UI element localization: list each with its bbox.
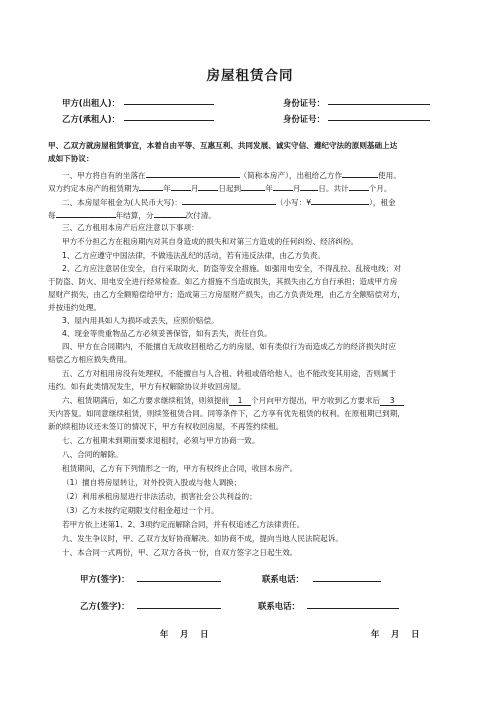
clause-10: 十、本合同一式两份，甲、乙双方各执一份，自双方签字之日起生效。 xyxy=(62,548,298,557)
party-a-name-line[interactable] xyxy=(124,104,214,105)
clause-text: 双方约定本房产的租赁期为 xyxy=(48,184,140,193)
party-b-name-line[interactable] xyxy=(124,120,214,121)
clause-text: 月 xyxy=(190,184,199,193)
clause-text: 二、本房屋年租金为(人民币大写)： xyxy=(62,198,182,207)
clause-text: ），租金 xyxy=(369,198,396,207)
clause-2-line-2 xyxy=(48,209,216,221)
clause-5-line-2: 违约。如有此类情况发生，甲方有权解除协议并收回房屋。 xyxy=(48,382,246,391)
clause-text: 月 xyxy=(292,184,301,193)
sign-a-line[interactable] xyxy=(137,581,221,582)
clause-8-item-3: （3）乙方未按约定期限支付租金超过一个月。 xyxy=(62,506,219,515)
clause-text: 使用。 xyxy=(378,171,401,180)
phone-b-line[interactable] xyxy=(307,608,399,609)
clause-text: 年 xyxy=(265,184,273,193)
intro-line-1: 甲、乙双方就房屋租赁事宜，本着自由平等、互惠互利、共同发展、诚实守信、遵纪守法的原则基础上达 xyxy=(48,141,398,150)
clause-8-item-2: （2）利用承租房屋进行非法活动，损害社会公共利益的； xyxy=(62,492,257,501)
clause-8-title: 八、合同的解除。 xyxy=(62,450,123,459)
clause-text: （简称本房产），出租给乙方作 xyxy=(239,171,343,180)
clause-3-item-4: 4、现金等贵重物品乙方必须妥善保管，如有丢失，责任自负。 xyxy=(62,329,272,338)
rent-uppercase-blank[interactable] xyxy=(182,196,276,205)
party-b-id-line[interactable] xyxy=(328,120,430,121)
clause-3-line: 甲方不分担乙方在租房期内对其自身造成的损失和对第三方造成的任何纠纷、经济纠纷。 xyxy=(62,237,359,246)
clause-8-line: 租赁期间，乙方有下列情形之一的，甲方有权终止合同，收回本房产。 xyxy=(62,464,298,473)
clause-3-item-2-cont: 并按违约处理。 xyxy=(48,303,102,312)
party-a-id-line[interactable] xyxy=(328,104,430,105)
clause-text: 次付清。 xyxy=(185,211,216,220)
total-months-blank[interactable] xyxy=(349,182,369,191)
start-day-blank[interactable] xyxy=(198,182,218,191)
clause-text: 日。共计 xyxy=(318,184,349,193)
start-month-blank[interactable] xyxy=(171,182,191,191)
party-a-label: 甲方(出租人)： xyxy=(62,98,120,108)
sign-b-label: 乙方(签字)： xyxy=(80,601,130,611)
party-b-id-label: 身份证号： xyxy=(283,114,325,124)
clause-8-note: 若甲方依上述第1、2、3项约定而解除合同，并有权追述乙方法律责任。 xyxy=(62,520,305,529)
notice-months-blank[interactable]: 1 xyxy=(229,396,251,406)
clause-text: 个月。 xyxy=(368,184,392,193)
clause-3-item-3: 3、屋内用具如人为损坏或丢失，应照价赔偿。 xyxy=(62,316,219,325)
contract-title: 房屋租赁合同 xyxy=(206,68,294,84)
end-day-blank[interactable] xyxy=(300,182,318,191)
end-month-blank[interactable] xyxy=(273,182,293,191)
phone-a-label: 联系电话： xyxy=(262,574,304,584)
clause-2-line-1 xyxy=(62,196,396,208)
installments-blank[interactable] xyxy=(154,209,186,218)
clause-text: （小写：¥ xyxy=(275,198,312,207)
clause-text: 日起到 xyxy=(218,184,242,193)
clause-1-line-2 xyxy=(48,182,391,194)
date-a: 年 月 日 xyxy=(160,629,209,639)
clause-3-title: 三、乙方租用本房产后应注意以下事项： xyxy=(62,223,199,232)
clause-5-line-1: 五、乙方对租用房没有处理权，不能擅自与人合租、转租或借给他人，也不能改变其用途，否则属于 xyxy=(62,369,397,378)
clause-text: 个月向甲方提出，甲方收到乙方要求后 xyxy=(251,396,381,405)
clause-text: 年 xyxy=(163,184,171,193)
intro-line-2: 成如下协议： xyxy=(48,154,94,163)
clause-4-line-1: 四、甲方在合同期内，不能擅自无故收回租给乙方的房屋，如有类似行为而造成乙方的经济损失时应 xyxy=(62,342,397,351)
clause-3-item-1: 1、乙方应遵守中国法律，不做违法乱纪的活动，若有违反法律，由乙方负责。 xyxy=(62,251,326,260)
reply-days-blank[interactable]: 3 xyxy=(380,396,404,406)
sign-a-label: 甲方(签字)： xyxy=(80,574,130,584)
phone-a-line[interactable] xyxy=(313,581,381,582)
clause-text: 六、租赁期满后，如乙方要求继续租赁，则须提前 xyxy=(62,396,230,405)
start-year-blank[interactable] xyxy=(139,182,163,191)
clause-3-item-2: 2、乙方应注意居住安全，自行采取防火、防盗等安全措施。如强用电安全，不得乱拉、乱接电线；对 xyxy=(62,264,401,273)
property-location-blank[interactable] xyxy=(146,169,240,178)
rent-number-blank[interactable] xyxy=(311,196,369,205)
clause-text: 每 xyxy=(48,211,56,220)
date-b: 年 月 日 xyxy=(371,629,420,639)
party-a-id-label: 身份证号： xyxy=(283,98,325,108)
clause-8-item-1: （1）擅自将房屋转让，对外投资入股或与他人调换； xyxy=(62,478,242,487)
clause-4-line-2: 赔偿乙方相应损失费用。 xyxy=(48,355,132,364)
clause-9: 九、发生争议时，甲、乙双方友好协商解决。如协商不成，提向当地人民法院起诉。 xyxy=(62,534,343,543)
clause-text: 一、甲方将自有的坐落在 xyxy=(62,171,146,180)
phone-b-label: 联系电话： xyxy=(258,601,300,611)
clause-1-line-1 xyxy=(62,169,401,181)
clause-6-line-1 xyxy=(62,396,404,406)
clause-7: 七、乙方租期未到期而要求退租时，必须与甲方协商一致。 xyxy=(62,436,260,445)
clause-6-line-3: 新的续租协议还未签订的情况下，甲方有权收回房屋，不再签约续租。 xyxy=(48,422,284,431)
clause-3-item-2-cont: 于防盗、防火、用电安全进行经常检查。如乙方措施不当造成损失，其损失由乙方自行承担；造成甲方房 xyxy=(48,277,398,286)
sign-b-line[interactable] xyxy=(137,608,221,609)
clause-text: 年结算，分 xyxy=(115,211,154,220)
party-b-label: 乙方(承租人)： xyxy=(62,114,120,124)
end-year-blank[interactable] xyxy=(241,182,265,191)
settle-period-blank[interactable] xyxy=(56,209,116,218)
clause-6-line-2: 天内答复。如同意继续租赁，则续签租赁合同。同等条件下，乙方享有优先租赁的权利。在原租期已到期， xyxy=(48,409,405,418)
usage-blank[interactable] xyxy=(342,169,378,178)
clause-3-item-2-cont: 屋财产损失，由乙方全额赔偿给甲方；造成第三方房屋财产损失，由乙方负责处理，由乙方全额赔偿对方， xyxy=(48,290,405,299)
